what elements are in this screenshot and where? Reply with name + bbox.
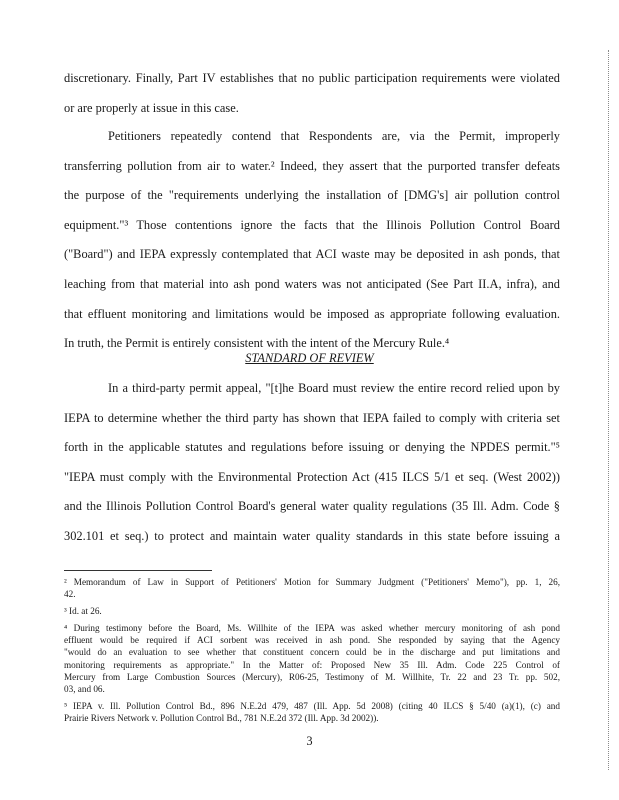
- text-line: that effluent monitoring and limitations would be imposed as appropriate following evaluation.: [64, 306, 560, 321]
- text-line: and the Illinois Pollution Control Board's general water quality regulations (35 Ill. Adm. Code §: [64, 499, 560, 514]
- text-line: forth in the applicable statutes and regulations before issuing or denying the NPDES permit."⁵: [64, 440, 560, 455]
- footnote-line: ⁴ During testimony before the Board, Ms. Willhite of the IEPA was asked whether mercury monitoring of ash pond: [64, 623, 560, 633]
- footnote-line: 03, and 06.: [64, 684, 105, 695]
- text-line: In a third-party permit appeal, "[t]he Board must review the entire record relied upon by: [108, 381, 560, 395]
- footnote-5: [64, 700, 560, 724]
- footnote-4: [64, 622, 560, 695]
- text-line: In truth, the Permit is entirely consistent with the intent of the Mercury Rule.⁴: [64, 336, 450, 351]
- text-line: leaching from that material into ash pond waters was not anticipated (See Part II.A, infra), and: [64, 276, 560, 291]
- footnote-line: effluent would be required if ACI sorbent was received in ash pond. She responded by saying that the Agency: [64, 635, 560, 646]
- footnote-separator: [64, 570, 212, 571]
- text-line: Petitioners repeatedly contend that Respondents are, via the Permit, improperly: [108, 129, 560, 143]
- text-line: IEPA to determine whether the third party has shown that IEPA failed to comply with criteria set: [64, 410, 560, 425]
- page-number: 3: [306, 734, 313, 748]
- footnote-line: ³ Id. at 26.: [64, 606, 102, 616]
- section-heading: STANDARD OF REVIEW: [245, 351, 374, 365]
- text-line: or are properly at issue in this case.: [64, 100, 239, 115]
- text-line: ("Board") and IEPA expressly contemplated that ACI waste may be deposited in ash ponds, that: [64, 247, 560, 262]
- text-line: discretionary. Finally, Part IV establishes that no public participation requirements were violated: [64, 71, 560, 85]
- text-line: equipment."³ Those contentions ignore the facts that the Illinois Pollution Control Board: [64, 217, 560, 232]
- footnote-line: monitoring requirements as appropriate." In the Matter of: Proposed New 35 Ill. Adm. Code 225 Control of: [64, 659, 560, 670]
- footnote-line: 42.: [64, 589, 76, 600]
- footnote-line: Prairie Rivers Network v. Pollution Control Bd., 781 N.E.2d 372 (Ill. App. 3d 2002)).: [64, 713, 379, 724]
- page-edge-dotted-line: [608, 50, 609, 770]
- text-line: 302.101 et seq.) to protect and maintain water quality standards in this state before issuing a: [64, 528, 560, 543]
- paragraph-3: [64, 374, 560, 552]
- paragraph-1: [64, 64, 560, 123]
- footnote-3: [64, 605, 560, 617]
- footnote-line: Mercury from Large Combustion Sources (Mercury), R06-25, Testimony of M. Willhite, Tr. 22 and 23 Tr. pp. 502,: [64, 671, 560, 682]
- footnote-line: "would do an evaluation to see whether that constituent concern could be in the discharge and put limitations and: [64, 647, 560, 658]
- text-line: transferring pollution from air to water.² Indeed, they assert that the purported transfer defeats: [64, 158, 560, 173]
- text-line: the purpose of the "requirements underlying the installation of [DMG's] air pollution control: [64, 188, 560, 203]
- footnote-line: ² Memorandum of Law in Support of Petitioners' Motion for Summary Judgment ("Petitioners' Memo"), pp. 1, 26,: [64, 577, 560, 587]
- footnote-2: [64, 576, 560, 600]
- text-line: "IEPA must comply with the Environmental Protection Act (415 ILCS 5/1 et seq. (West 2002)): [64, 469, 560, 484]
- footnote-line: ⁵ IEPA v. Ill. Pollution Control Bd., 896 N.E.2d 479, 487 (Ill. App. 5d 2008) (citing 40 ILCS § 5/40 (a)(1), (c) and: [64, 701, 560, 711]
- paragraph-2: [64, 122, 560, 359]
